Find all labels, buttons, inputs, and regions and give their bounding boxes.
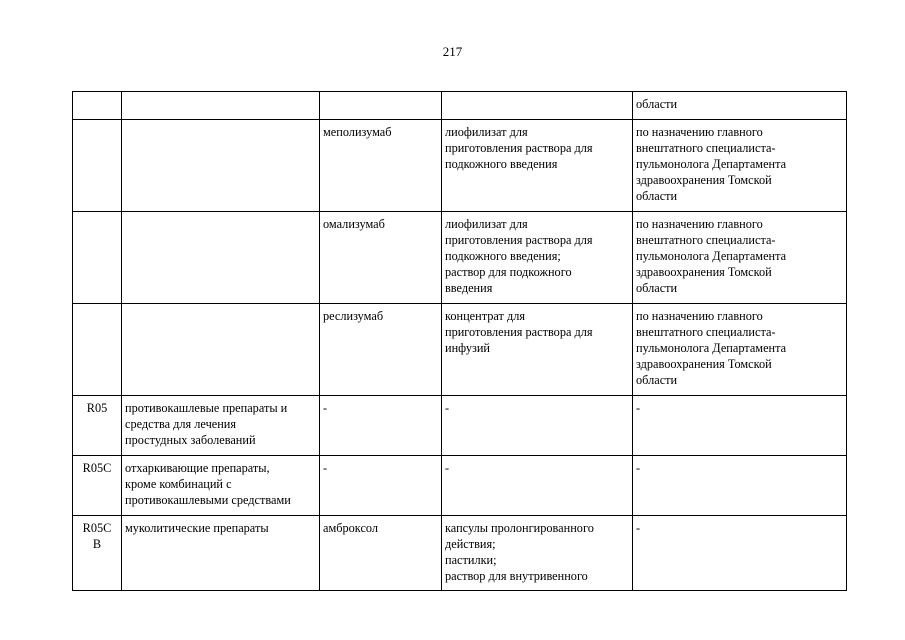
group-cell: муколитические препараты: [122, 516, 320, 591]
page-number: 217: [442, 44, 463, 59]
drug-cell: -: [320, 456, 442, 516]
dosage-form-cell: -: [442, 396, 633, 456]
note-cell: -: [633, 396, 847, 456]
dosage-form-cell: -: [442, 456, 633, 516]
dosage-form-cell: [442, 92, 633, 120]
drug-table: [72, 91, 847, 591]
group-cell: [122, 212, 320, 304]
atc-code-cell: [73, 92, 122, 120]
drug-cell: омализумаб: [320, 212, 442, 304]
note-cell: по назначению главного внештатного специалиста- пульмонолога Департамента здравоохранения Томской области: [633, 304, 847, 396]
atc-code-cell: R05: [73, 396, 122, 456]
dosage-form-cell: капсулы пролонгированного действия; пастилки; раствор для внутривенного: [442, 516, 633, 591]
note-cell: области: [633, 92, 847, 120]
atc-code-cell: R05C: [73, 456, 122, 516]
dosage-form-cell: концентрат для приготовления раствора для инфузий: [442, 304, 633, 396]
group-cell: отхаркивающие препараты, кроме комбинаций с противокашлевыми средствами: [122, 456, 320, 516]
group-cell: [122, 120, 320, 212]
table-row: [73, 304, 847, 396]
dosage-form-cell: лиофилизат для приготовления раствора для подкожного введения; раствор для подкожного введения: [442, 212, 633, 304]
dosage-form-cell: лиофилизат для приготовления раствора для подкожного введения: [442, 120, 633, 212]
table-row: [73, 456, 847, 516]
note-cell: -: [633, 516, 847, 591]
drug-cell: [320, 92, 442, 120]
table-row: [73, 212, 847, 304]
table-row: [73, 516, 847, 591]
group-cell: [122, 304, 320, 396]
atc-code-cell: [73, 120, 122, 212]
table-row: [73, 120, 847, 212]
drug-cell: реслизумаб: [320, 304, 442, 396]
atc-code-cell: R05C B: [73, 516, 122, 591]
atc-code-cell: [73, 304, 122, 396]
note-cell: -: [633, 456, 847, 516]
drug-cell: -: [320, 396, 442, 456]
group-cell: противокашлевые препараты и средства для лечения простудных заболеваний: [122, 396, 320, 456]
drug-cell: амброксол: [320, 516, 442, 591]
table-row: [73, 396, 847, 456]
note-cell: по назначению главного внештатного специалиста- пульмонолога Департамента здравоохранения Томской области: [633, 212, 847, 304]
drug-cell: меполизумаб: [320, 120, 442, 212]
group-cell: [122, 92, 320, 120]
table-row: [73, 92, 847, 120]
note-cell: по назначению главного внештатного специалиста- пульмонолога Департамента здравоохранения Томской области: [633, 120, 847, 212]
atc-code-cell: [73, 212, 122, 304]
